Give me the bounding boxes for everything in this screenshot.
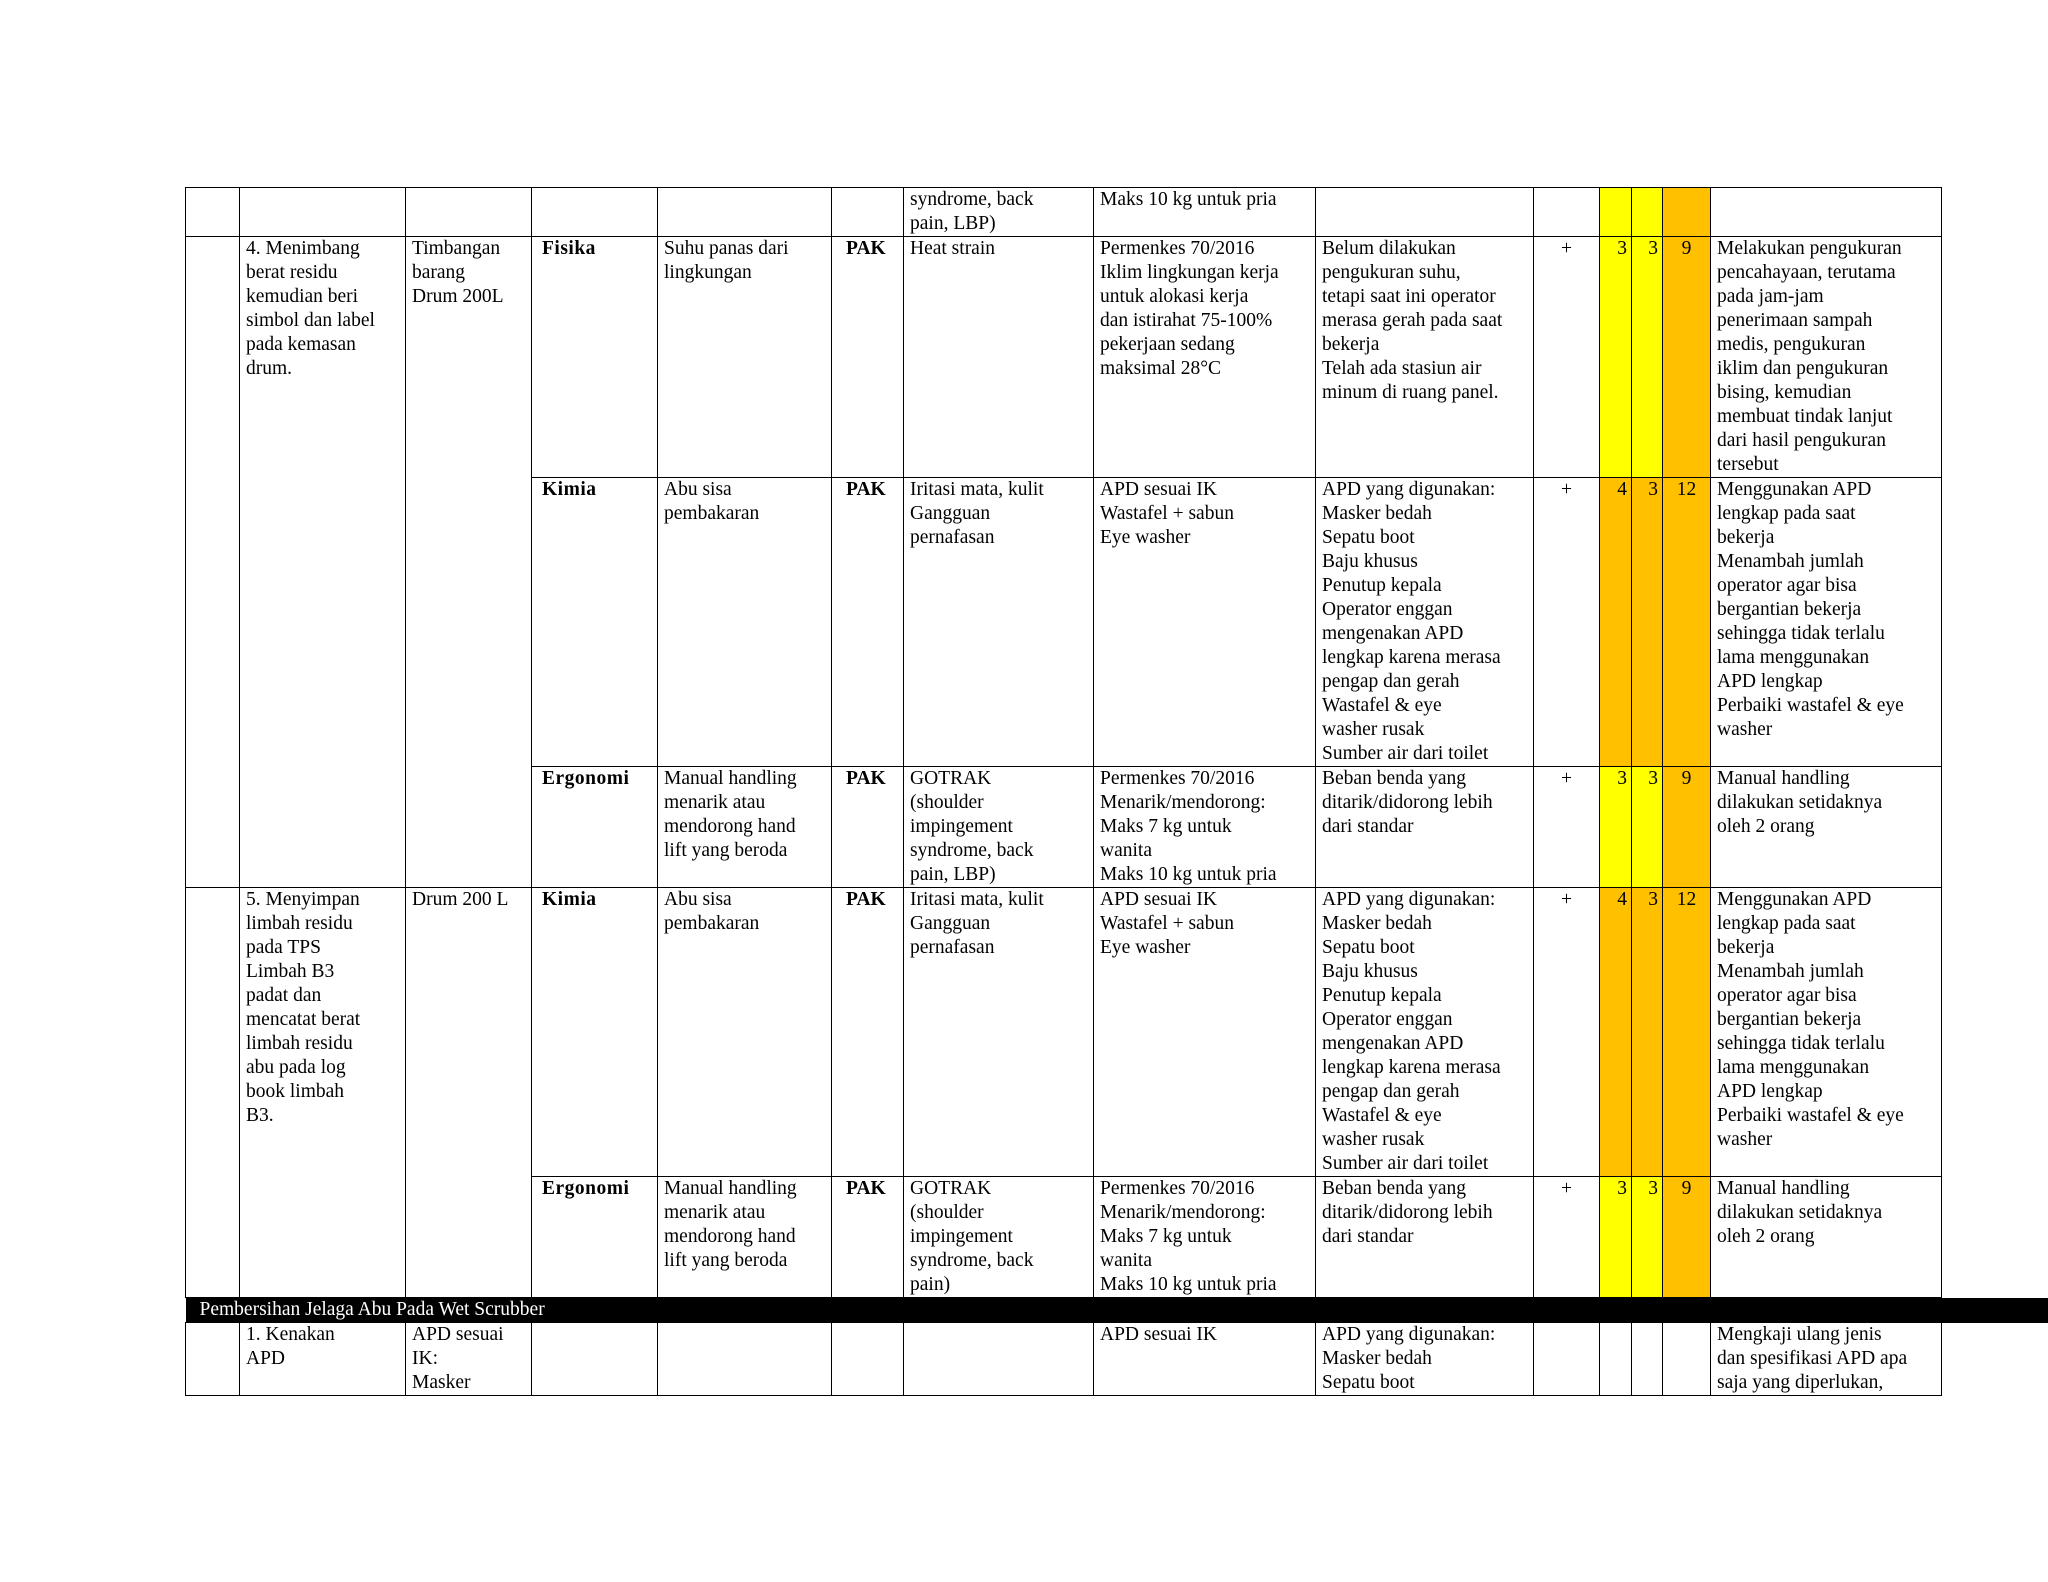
recommendation-cell	[1711, 188, 1942, 237]
probability-cell: 3	[1632, 767, 1663, 888]
recommendation-cell: Manual handling dilakukan setidaknya oleh 2 orang	[1711, 767, 1942, 888]
recommendation-cell: Manual handling dilakukan setidaknya oleh 2 orang	[1711, 1177, 1942, 1298]
activity-cell: 4. Menimbang berat residu kemudian beri simbol dan label pada kemasan drum.	[240, 237, 406, 888]
hazard-type-cell: Kimia	[532, 888, 658, 1177]
probability-cell: 3	[1632, 888, 1663, 1177]
control-cell: Maks 10 kg untuk pria	[1094, 188, 1316, 237]
hazard-type-cell: Kimia	[532, 478, 658, 767]
control-cell: Permenkes 70/2016 Menarik/mendorong: Maks 7 kg untuk wanita Maks 10 kg untuk pria	[1094, 1177, 1316, 1298]
consequence-cell: Iritasi mata, kulit Gangguan pernafasan	[904, 888, 1094, 1177]
table-row	[186, 237, 1942, 478]
control-cell: APD sesuai IK Wastafel + sabun Eye washer	[1094, 888, 1316, 1177]
risk-class-cell	[832, 1323, 904, 1396]
risk-class-cell: PAK	[832, 478, 904, 767]
sign-cell: +	[1534, 1177, 1600, 1298]
tool-cell: APD sesuai IK: Masker	[406, 1323, 532, 1396]
consequence-cell: GOTRAK (shoulder impingement syndrome, back pain, LBP)	[904, 767, 1094, 888]
hazard-cell: Abu sisa pembakaran	[658, 478, 832, 767]
tool-cell: Timbangan barang Drum 200L	[406, 237, 532, 888]
activity-cell: 1. Kenakan APD	[240, 1323, 406, 1396]
hazard-type-cell: Ergonomi	[532, 767, 658, 888]
hazard-cell: Abu sisa pembakaran	[658, 888, 832, 1177]
recommendation-cell: Melakukan pengukuran pencahayaan, terutama pada jam-jam penerimaan sampah medis, pengukuran iklim dan pengukuran bising, kemudian membuat tindak lanjut dari hasil pengukuran tersebut	[1711, 237, 1942, 478]
recommendation-cell: Menggunakan APD lengkap pada saat bekerja Menambah jumlah operator agar bisa bergantian bekerja sehingga tidak terlalu lama menggunakan APD lengkap Perbaiki wastafel & eye washer	[1711, 888, 1942, 1177]
probability-cell	[1632, 188, 1663, 237]
recommendation-cell: Menggunakan APD lengkap pada saat bekerja Menambah jumlah operator agar bisa bergantian bekerja sehingga tidak terlalu lama menggunakan APD lengkap Perbaiki wastafel & eye washer	[1711, 478, 1942, 767]
number-cell	[186, 188, 240, 237]
consequence-cell	[904, 1323, 1094, 1396]
severity-cell	[1600, 188, 1632, 237]
number-cell	[186, 1323, 240, 1396]
number-cell	[186, 888, 240, 1298]
risk-class-cell: PAK	[832, 767, 904, 888]
condition-cell: APD yang digunakan: Masker bedah Sepatu boot Baju khusus Penutup kepala Operator enggan mengenakan APD lengkap karena merasa pengap dan gerah Wastafel & eye washer rusak Sumber air dari toilet	[1316, 478, 1534, 767]
consequence-cell: GOTRAK (shoulder impingement syndrome, back pain)	[904, 1177, 1094, 1298]
risk-score-cell	[1663, 1323, 1711, 1396]
control-cell: Permenkes 70/2016 Menarik/mendorong: Maks 7 kg untuk wanita Maks 10 kg untuk pria	[1094, 767, 1316, 888]
hazard-cell: Suhu panas dari lingkungan	[658, 237, 832, 478]
hazard-type-cell: Ergonomi	[532, 1177, 658, 1298]
severity-cell	[1600, 1323, 1632, 1396]
table-row	[186, 188, 1942, 237]
risk-class-cell: PAK	[832, 888, 904, 1177]
hazard-cell	[658, 188, 832, 237]
sign-cell	[1534, 1323, 1600, 1396]
consequence-cell: Heat strain	[904, 237, 1094, 478]
section-header-row	[186, 1298, 1942, 1323]
probability-cell	[1632, 1323, 1663, 1396]
consequence-cell: Iritasi mata, kulit Gangguan pernafasan	[904, 478, 1094, 767]
hazard-cell: Manual handling menarik atau mendorong hand lift yang beroda	[658, 767, 832, 888]
sign-cell	[1534, 188, 1600, 237]
sign-cell: +	[1534, 767, 1600, 888]
activity-cell	[240, 188, 406, 237]
risk-score-cell: 9	[1663, 767, 1711, 888]
condition-cell	[1316, 188, 1534, 237]
risk-score-cell: 9	[1663, 1177, 1711, 1298]
condition-cell: APD yang digunakan: Masker bedah Sepatu boot Baju khusus Penutup kepala Operator enggan mengenakan APD lengkap karena merasa pengap dan gerah Wastafel & eye washer rusak Sumber air dari toilet	[1316, 888, 1534, 1177]
hazard-type-cell	[532, 188, 658, 237]
risk-class-cell: PAK	[832, 1177, 904, 1298]
hazard-type-cell	[532, 1323, 658, 1396]
probability-cell: 3	[1632, 478, 1663, 767]
condition-cell: Beban benda yang ditarik/didorong lebih dari standar	[1316, 1177, 1534, 1298]
section-header-band	[1940, 1298, 2048, 1323]
hazard-type-cell: Fisika	[532, 237, 658, 478]
risk-class-cell: PAK	[832, 237, 904, 478]
hazard-cell	[658, 1323, 832, 1396]
control-cell: APD sesuai IK Wastafel + sabun Eye washer	[1094, 478, 1316, 767]
risk-score-cell: 12	[1663, 888, 1711, 1177]
probability-cell: 3	[1632, 237, 1663, 478]
risk-assessment-table	[185, 187, 1942, 1396]
condition-cell: APD yang digunakan: Masker bedah Sepatu boot	[1316, 1323, 1534, 1396]
control-cell: Permenkes 70/2016 Iklim lingkungan kerja untuk alokasi kerja dan istirahat 75-100% pekerjaan sedang maksimal 28°C	[1094, 237, 1316, 478]
risk-score-cell	[1663, 188, 1711, 237]
table-row	[186, 1323, 1942, 1396]
severity-cell: 3	[1600, 237, 1632, 478]
consequence-cell: syndrome, back pain, LBP)	[904, 188, 1094, 237]
condition-cell: Belum dilakukan pengukuran suhu, tetapi saat ini operator merasa gerah pada saat bekerja Telah ada stasiun air minum di ruang panel.	[1316, 237, 1534, 478]
risk-score-cell: 12	[1663, 478, 1711, 767]
table-row	[186, 888, 1942, 1177]
condition-cell: Beban benda yang ditarik/didorong lebih dari standar	[1316, 767, 1534, 888]
sign-cell: +	[1534, 888, 1600, 1177]
severity-cell: 4	[1600, 888, 1632, 1177]
number-cell	[186, 237, 240, 888]
tool-cell	[406, 188, 532, 237]
activity-cell: 5. Menyimpan limbah residu pada TPS Limbah B3 padat dan mencatat berat limbah residu abu pada log book limbah B3.	[240, 888, 406, 1298]
control-cell: APD sesuai IK	[1094, 1323, 1316, 1396]
tool-cell: Drum 200 L	[406, 888, 532, 1298]
sign-cell: +	[1534, 478, 1600, 767]
risk-score-cell: 9	[1663, 237, 1711, 478]
risk-class-cell	[832, 188, 904, 237]
sign-cell: +	[1534, 237, 1600, 478]
probability-cell: 3	[1632, 1177, 1663, 1298]
severity-cell: 3	[1600, 767, 1632, 888]
recommendation-cell: Mengkaji ulang jenis dan spesifikasi APD apa saja yang diperlukan,	[1711, 1323, 1942, 1396]
severity-cell: 3	[1600, 1177, 1632, 1298]
section-title: Pembersihan Jelaga Abu Pada Wet Scrubber	[186, 1298, 1942, 1323]
severity-cell: 4	[1600, 478, 1632, 767]
hazard-cell: Manual handling menarik atau mendorong hand lift yang beroda	[658, 1177, 832, 1298]
